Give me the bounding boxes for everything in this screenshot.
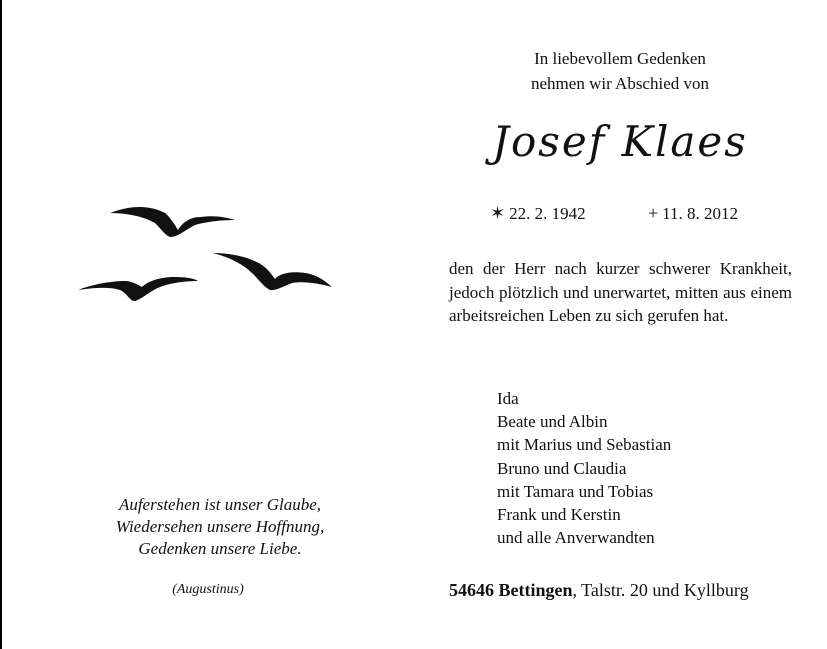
bird-top-icon bbox=[110, 207, 235, 237]
obituary-text: den der Herr nach kurzer schwerer Krankheit, jedoch plötzlich und unerwartet, mitten aus einem arbeitsreichen Leben zu sich gerufen hat. bbox=[449, 259, 792, 325]
quote-line-2: Wiedersehen unsere Hoffnung, bbox=[115, 517, 325, 536]
bird-left-icon bbox=[78, 277, 198, 301]
intro bbox=[440, 46, 800, 96]
deceased-name: Josef Klaes bbox=[492, 117, 748, 166]
quote-author: (Augustinus) bbox=[172, 582, 244, 597]
death-date: 11. 8. 2012 bbox=[662, 204, 739, 223]
birth-star-icon: ✶ bbox=[490, 203, 506, 223]
family-member: mit Tamara und Tobias bbox=[497, 481, 654, 501]
bird-right-icon bbox=[213, 253, 332, 290]
quote-line-3: Gedenken unsere Liebe. bbox=[138, 539, 302, 558]
death-date-group bbox=[648, 203, 738, 224]
birth-date: 22. 2. 1942 bbox=[509, 204, 586, 223]
quote bbox=[70, 494, 370, 560]
quote-line-1: Auferstehen ist unser Glaube, bbox=[118, 495, 322, 514]
address-street: , Talstr. 20 und Kyllburg bbox=[572, 580, 749, 600]
intro-line-2: nehmen wir Abschied von bbox=[531, 74, 709, 93]
family-member: Bruno und Claudia bbox=[497, 458, 627, 478]
birth-date-group bbox=[490, 203, 586, 224]
family-member: und alle Anverwandten bbox=[497, 528, 655, 548]
death-cross-icon: + bbox=[648, 203, 659, 223]
flying-birds-icon bbox=[70, 195, 350, 315]
family-member: Beate und Albin bbox=[497, 412, 608, 432]
family-member: Frank und Kerstin bbox=[497, 505, 621, 525]
family-member: Ida bbox=[497, 389, 519, 408]
family-member: mit Marius und Sebastian bbox=[497, 435, 672, 455]
address-postcode-city: 54646 Bettingen bbox=[449, 580, 573, 600]
intro-line-1: In liebevollem Gedenken bbox=[534, 49, 706, 68]
address bbox=[449, 580, 809, 601]
family-list bbox=[497, 387, 797, 549]
card-border bbox=[0, 0, 2, 649]
